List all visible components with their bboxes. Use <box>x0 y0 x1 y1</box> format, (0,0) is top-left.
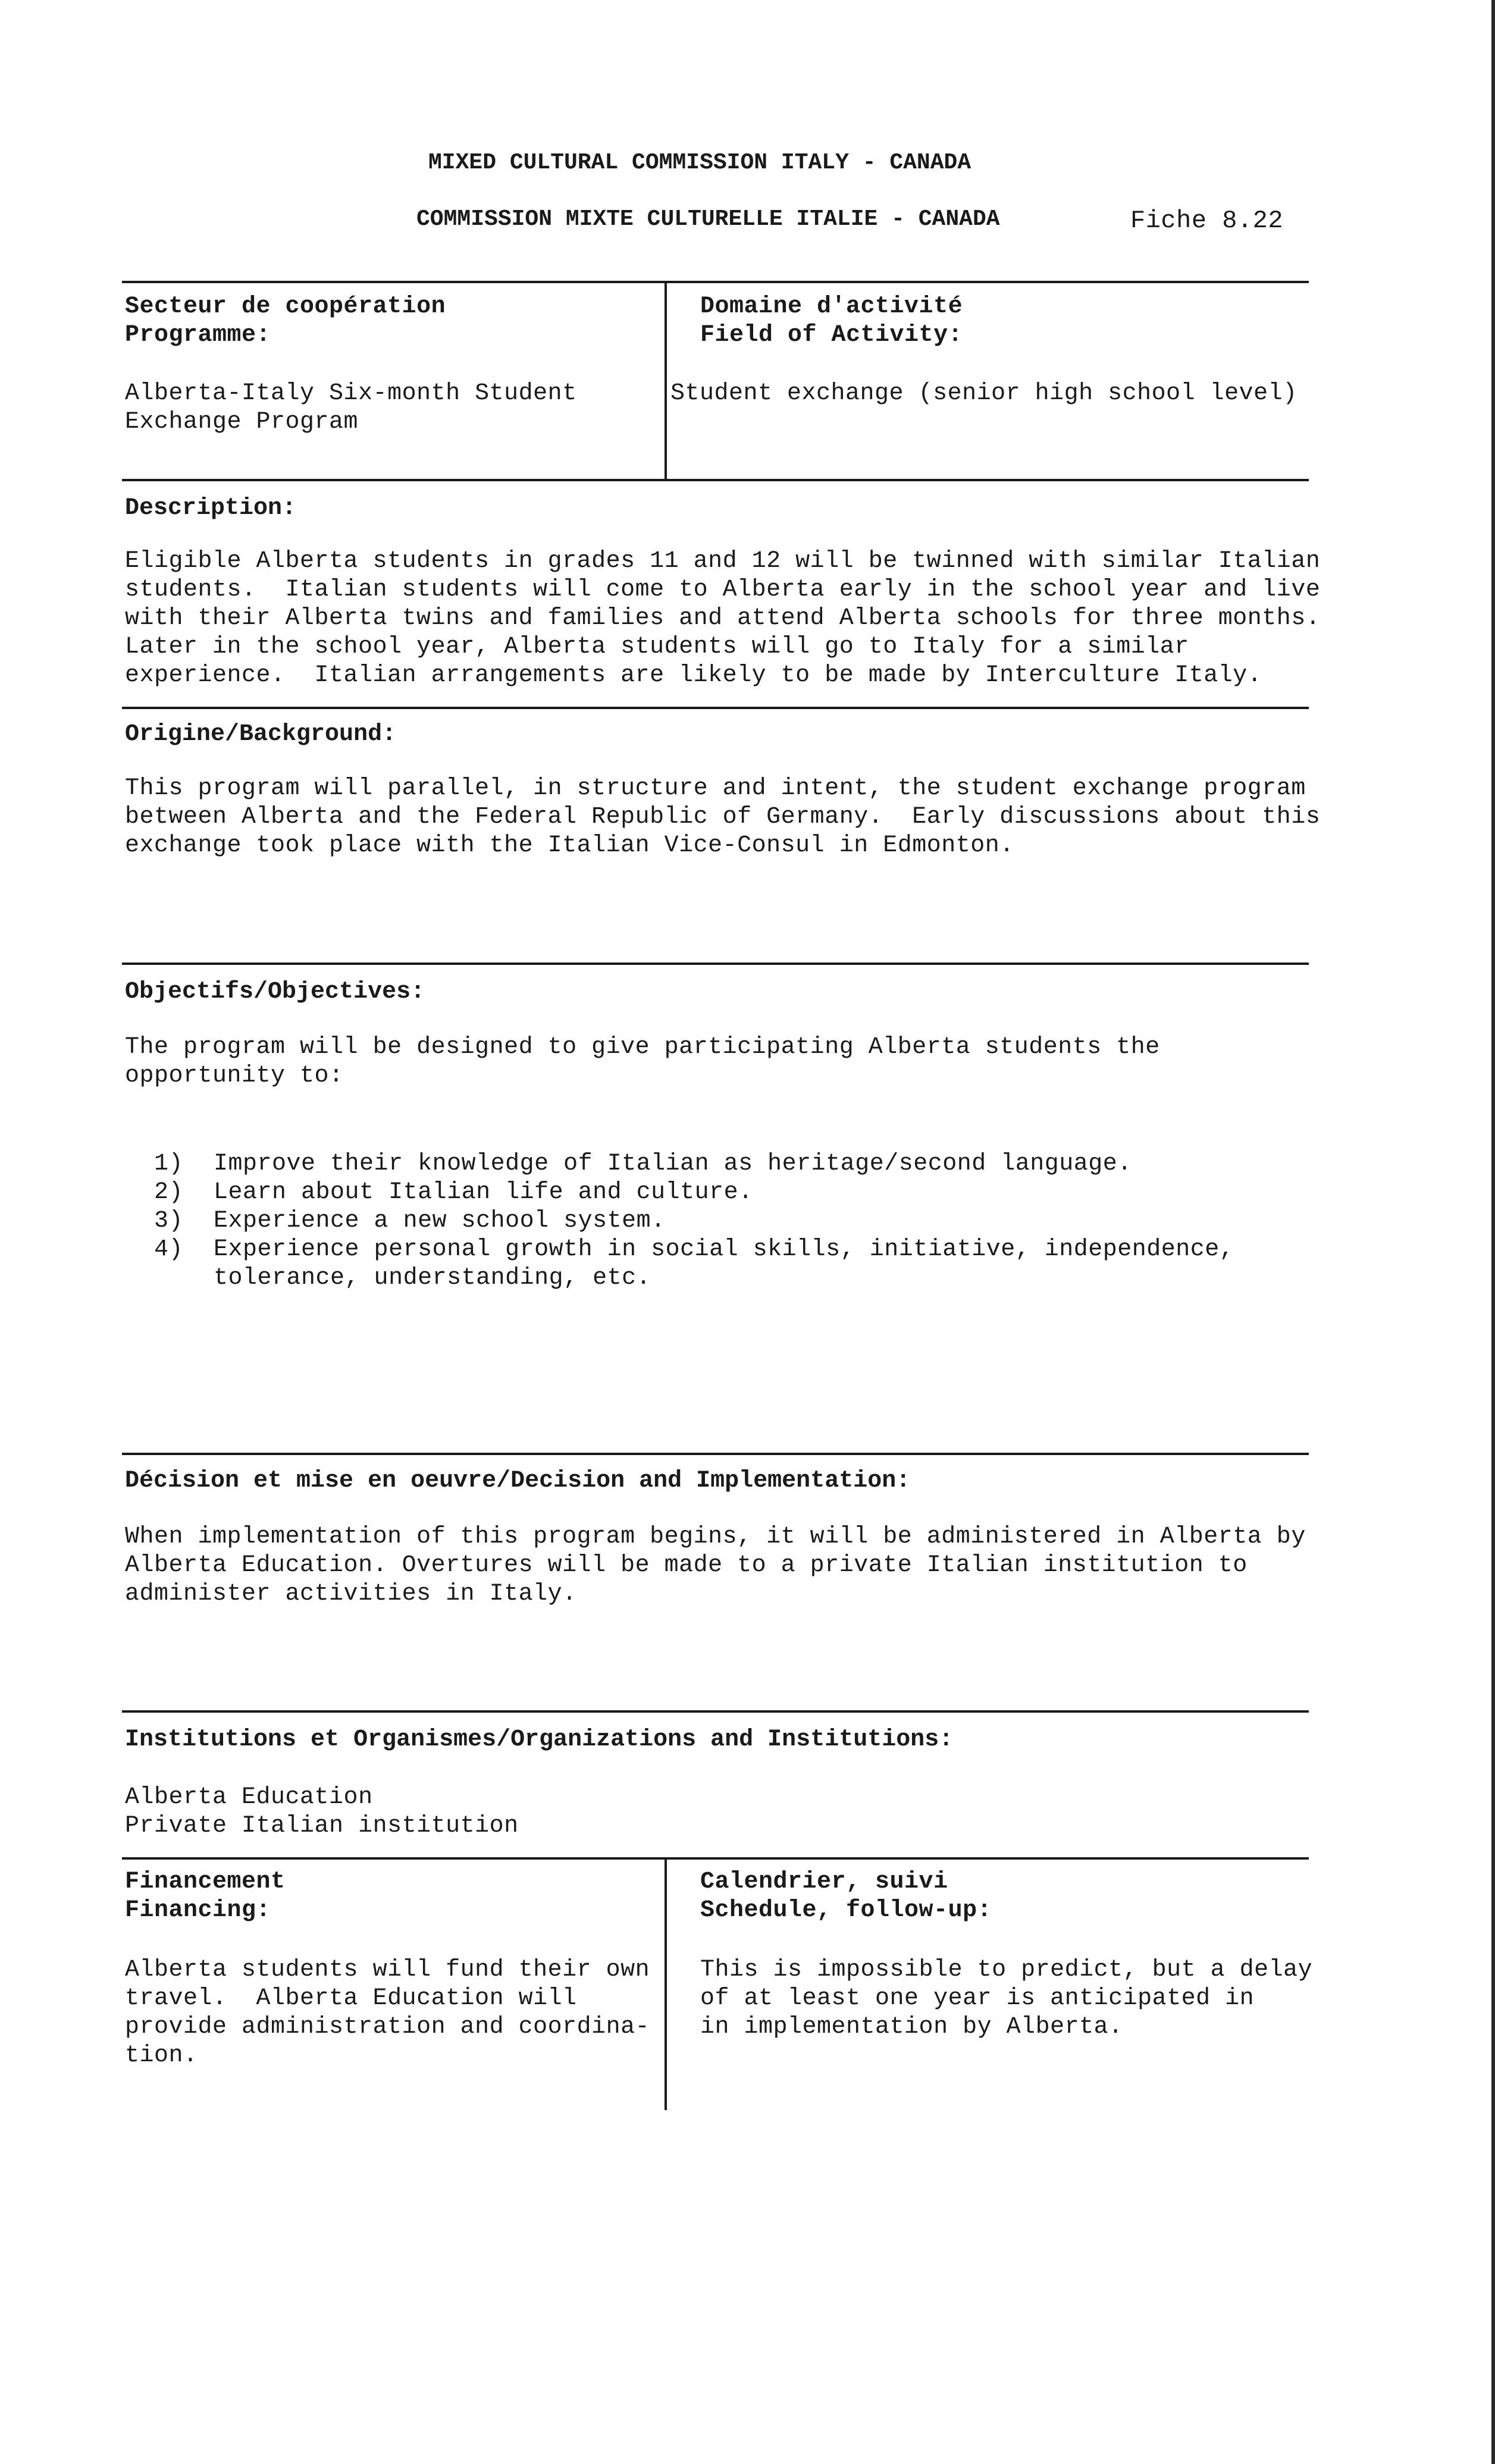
field-value <box>670 380 1297 408</box>
objective-text: Improve their knowledge of Italian as heritage/second language. <box>214 1151 1132 1177</box>
schedule-line: This is impossible to predict, but a delay <box>700 1957 1313 1983</box>
title-french: COMMISSION MIXTE CULTURELLE ITALIE - CANADA <box>416 206 1000 232</box>
schedule-line: in implementation by Alberta. <box>700 2014 1123 2040</box>
description-label: Description: <box>125 495 297 522</box>
top-table-bottom-rule <box>122 479 1309 481</box>
objectives-intro-line: opportunity to: <box>125 1062 344 1089</box>
field-section <box>700 293 963 350</box>
schedule-label-fr: Calendrier, suivi <box>700 1869 948 1895</box>
description-line: Later in the school year, Alberta students will go to Italy for a similar <box>125 634 1189 660</box>
background-rule <box>122 707 1309 709</box>
title-english: MIXED CULTURAL COMMISSION ITALY - CANADA <box>428 150 971 175</box>
schedule-line: of at least one year is anticipated in <box>700 1985 1255 2012</box>
objectives-label: Objectifs/Objectives: <box>125 979 425 1005</box>
objective-item-continuation <box>184 1236 651 1293</box>
description-text <box>125 547 1320 690</box>
institutions-rule <box>122 1710 1309 1713</box>
objective-number: 3) <box>154 1208 184 1234</box>
field-label-en: Field of Activity: <box>700 322 963 349</box>
decision-line: administer activities in Italy. <box>125 1581 577 1607</box>
description-line: with their Alberta twins and families and attend Alberta schools for three months. <box>125 605 1321 632</box>
institution-item: Private Italian institution <box>125 1813 519 1839</box>
objectives-intro <box>125 1033 1160 1090</box>
background-label: Origine/Background: <box>125 721 397 748</box>
schedule-label-en: Schedule, follow-up: <box>700 1897 992 1924</box>
programme-value-line: Alberta-Italy Six-month Student <box>125 380 577 407</box>
objective-text: Learn about Italian life and culture. <box>214 1179 753 1206</box>
background-line: This program will parallel, in structure and intent, the student exchange program <box>125 775 1306 802</box>
decision-text <box>125 1523 1306 1609</box>
objective-number: 1) <box>154 1151 184 1177</box>
top-table-rule <box>122 281 1309 283</box>
objectives-intro-line: The program will be designed to give participating Alberta students the <box>125 1034 1160 1061</box>
programme-label-fr: Secteur de coopération <box>125 293 446 320</box>
decision-rule <box>122 1453 1309 1455</box>
decision-label: Décision et mise en oeuvre/Decision and Implementation: <box>125 1468 911 1494</box>
objective-number: 2) <box>154 1179 184 1206</box>
objective-text: tolerance, understanding, etc. <box>214 1265 651 1291</box>
financing-text <box>125 1956 650 2070</box>
schedule-text <box>700 1956 1312 2042</box>
background-line: between Alberta and the Federal Republic of Germany. Early discussions about this <box>125 804 1321 830</box>
objectives-rule <box>122 963 1309 965</box>
financing-line: travel. Alberta Education will <box>125 1985 577 2012</box>
description-line: experience. Italian arrangements are likely to be made by Interculture Italy. <box>125 662 1262 689</box>
institution-item: Alberta Education <box>125 1784 373 1811</box>
fiche-number: Fiche 8.22 <box>1130 206 1284 235</box>
financing-line: Alberta students will fund their own <box>125 1957 650 1983</box>
institutions-list <box>125 1783 519 1841</box>
bottom-table-rule <box>122 1857 1309 1860</box>
objective-text: Experience personal growth in social skills, initiative, independence, <box>214 1236 1234 1263</box>
objective-text: Experience a new school system. <box>214 1208 666 1234</box>
institutions-label: Institutions et Organismes/Organizations and Institutions: <box>125 1726 954 1753</box>
description-line: Eligible Alberta students in grades 11 and 12 will be twinned with similar Italian <box>125 548 1321 575</box>
financing-label-fr: Financement <box>125 1869 286 1895</box>
financing-line: provide administration and coordina- <box>125 2014 650 2040</box>
programme-value-line: Exchange Program <box>125 409 359 435</box>
background-text <box>125 775 1320 860</box>
programme-value <box>125 380 577 437</box>
objective-number: 4) <box>154 1236 184 1263</box>
top-table-divider <box>665 281 667 480</box>
financing-label-en: Financing: <box>125 1897 271 1924</box>
decision-line: When implementation of this program begins, it will be administered in Alberta by <box>125 1523 1306 1550</box>
schedule-section <box>700 1868 992 1925</box>
programme-section <box>125 293 446 350</box>
financing-line: tion. <box>125 2042 198 2069</box>
field-label-fr: Domaine d'activité <box>700 293 963 320</box>
description-line: students. Italian students will come to Alberta early in the school year and live <box>125 576 1321 603</box>
programme-label-en: Programme: <box>125 322 271 349</box>
decision-line: Alberta Education. Overtures will be made to a private Italian institution to <box>125 1552 1248 1579</box>
scan-edge <box>1491 0 1495 2464</box>
background-line: exchange took place with the Italian Vice-Consul in Edmonton. <box>125 832 1014 859</box>
field-value-line: Student exchange (senior high school level) <box>670 380 1297 407</box>
financing-section <box>125 1868 286 1925</box>
bottom-table-divider <box>665 1857 667 2110</box>
